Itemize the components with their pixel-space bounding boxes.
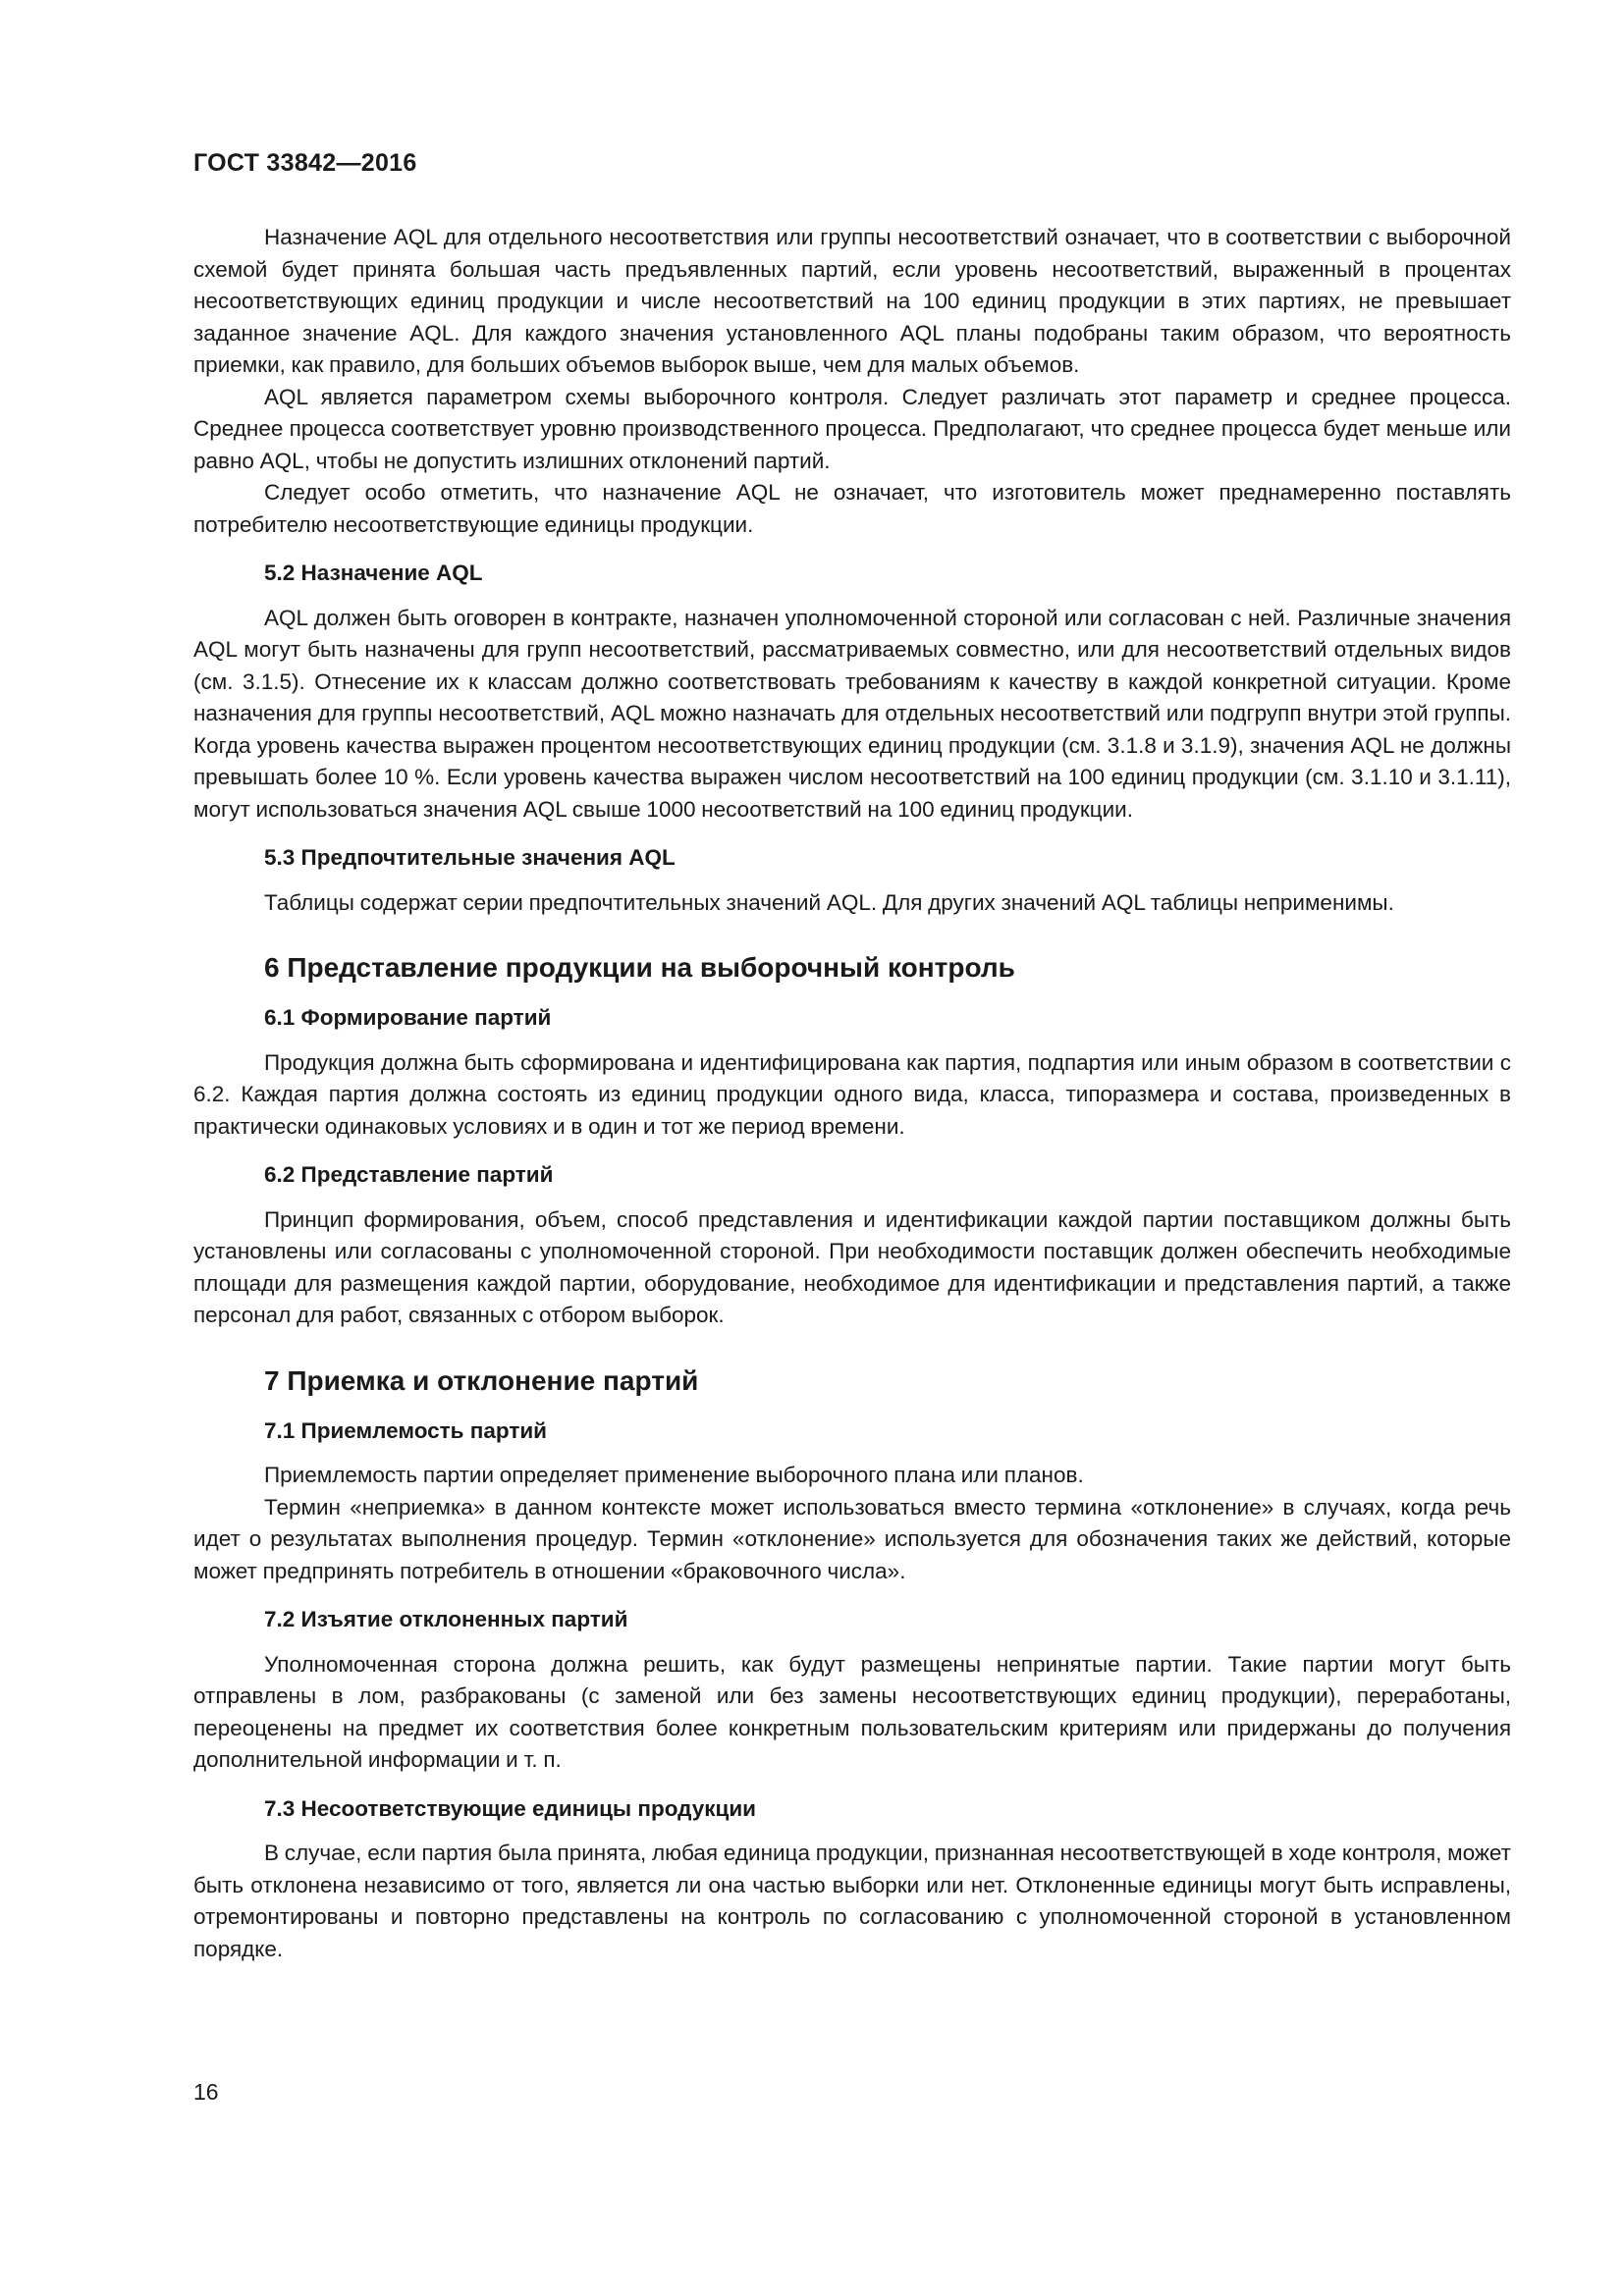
subsection-heading-7-2: 7.2 Изъятие отклоненных партий (264, 1607, 628, 1631)
body-paragraph: Уполномоченная сторона должна решить, как будут размещены непринятые партии. Такие партии могут быть отправлены в лом, разбракованы (с заменой или без замены несоответствующих единиц продукции), переработаны, переоценены на предмет их соответствия более конкретным пользовательским критериям или придержаны до получения дополнительной информации и т. п. (193, 1651, 1511, 1772)
body-paragraph: Следует особо отметить, что назначение AQL не означает, что изготовитель может преднамеренно поставлять потребителю несоответствующие единицы продукции. (193, 480, 1511, 537)
subsection-heading-6-1: 6.1 Формирование партий (264, 1005, 552, 1030)
subsection-heading-5-3: 5.3 Предпочтительные значения AQL (264, 845, 676, 870)
section-heading-7: 7 Приемка и отклонение партий (264, 1364, 699, 1396)
subsection-heading-7-3: 7.3 Несоответствующие единицы продукции (264, 1795, 756, 1821)
body-paragraph: Назначение AQL для отдельного несоответствия или группы несоответствий означает, что в соответствии с выборочной схемой будет принята большая часть предъявленных партий, если уровень несоответствий, выраженный в процентах несоответствующих единиц продукции и числе несоответствий на 100 единиц продукции в этих партиях, не превышает заданное значение AQL. Для каждого значения установленного AQL планы подобраны таким образом, что вероятность приемки, как правило, для больших объемов выборок выше, чем для малых объемов. (193, 225, 1511, 377)
body-paragraph: AQL должен быть оговорен в контракте, назначен уполномоченной стороной или согласован с ней. Различные значения AQL могут быть назначены для групп несоответствий, рассматриваемых совместно, или для несоответствий отдельных видов (см. 3.1.5). Отнесение их к классам должно соответствовать требованиям к качеству в каждой конкретной ситуации. Кроме назначения для группы несоответствий, AQL можно назначать для отдельных несоответствий или подгрупп внутри этой группы. Когда уровень качества выражен процентом несоответствующих единиц продукции (см. 3.1.8 и 3.1.9), значения AQL не должны превышать более 10 %. Если уровень качества выражен числом несоответствий на 100 единиц продукции (см. 3.1.10 и 3.1.11), могут использоваться значения AQL свыше 1000 несоответствий на 100 единиц продукции. (193, 605, 1511, 822)
body-paragraph: Принцип формирования, объем, способ представления и идентификации каждой партии поставщиком должны быть установлены или согласованы с уполномоченной стороной. При необходимости поставщик должен обеспечить необходимые площади для размещения каждой партии, оборудование, необходимое для идентификации и представления партий, а также персонал для работ, связанных с отбором выборок. (193, 1206, 1511, 1327)
body-paragraph: AQL является параметром схемы выборочного контроля. Следует различать этот параметр и среднее процесса. Среднее процесса соответствует уровню производственного процесса. Предполагают, что среднее процесса будет меньше или равно AQL, чтобы не допустить излишних отклонений партий. (193, 384, 1511, 473)
body-paragraph: Продукция должна быть сформирована и идентифицирована как партия, подпартия или иным образом в соответствии с 6.2. Каждая партия должна состоять из единиц продукции одного вида, класса, типоразмера и состава, произведенных в практически одинаковых условиях и в один и тот же период времени. (193, 1049, 1511, 1139)
subsection-heading-6-2: 6.2 Представление партий (264, 1162, 554, 1187)
page-body (193, 222, 1511, 1965)
page-number: 16 (193, 2079, 219, 2105)
body-paragraph: В случае, если партия была принята, любая единица продукции, признанная несоответствующей в ходе контроля, может быть отклонена независимо от того, является ли она частью выборки или нет. Отклоненные единицы могут быть исправлены, отремонтированы и повторно представлены на контроль по согласованию с уполномоченной стороной в установленном порядке. (193, 1841, 1511, 1961)
body-paragraph: Термин «неприемка» в данном контексте может использоваться вместо термина «отклонение» в случаях, когда речь идет о результатах выполнения процедур. Термин «отклонение» используется для обозначения таких же действий, которые может предпринять потребитель в отношении «браковочного числа». (193, 1494, 1511, 1583)
body-paragraph: Таблицы содержат серии предпочтительных значений AQL. Для других значений AQL таблицы неприменимы. (264, 889, 1394, 915)
body-paragraph: Приемлемость партии определяет применение выборочного плана или планов. (264, 1463, 1084, 1487)
section-heading-6: 6 Представление продукции на выборочный контроль (264, 952, 1015, 983)
subsection-heading-5-2: 5.2 Назначение AQL (264, 561, 483, 585)
document-code: ГОСТ 33842—2016 (193, 149, 417, 177)
subsection-heading-7-1: 7.1 Приемлемость партий (264, 1417, 547, 1443)
